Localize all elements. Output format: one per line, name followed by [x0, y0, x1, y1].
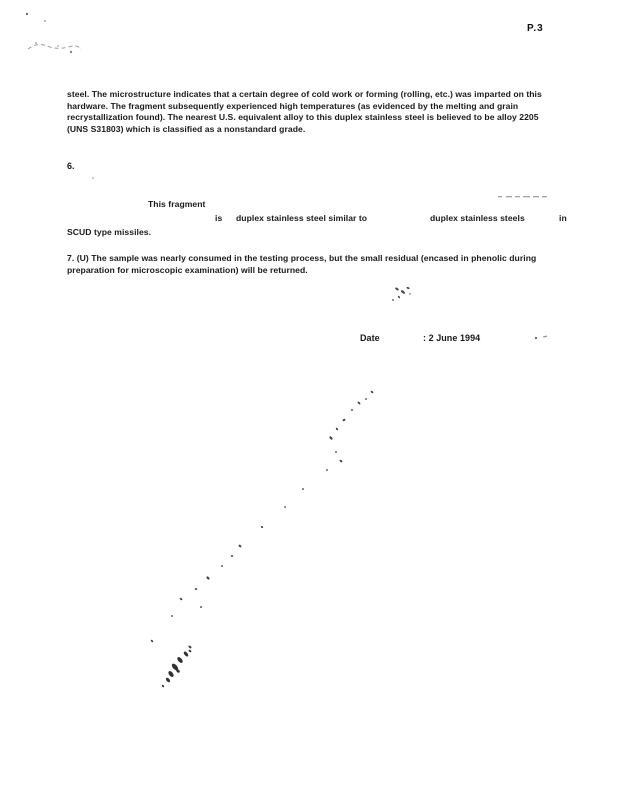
fragment-tail: SCUD type missiles.: [67, 227, 152, 237]
paragraph-7-line1: 7. (U) The sample was nearly consumed in the testing process, but the small residual (encased in phenolic during: [67, 253, 537, 263]
paragraph-steel-line3: recrystallization found). The nearest U.S. equivalent alloy to this duplex stainless steel is believed to be alloy 2205: [67, 112, 539, 122]
fragment-is: is: [215, 213, 223, 223]
paragraph-7-line2: preparation for microscopic examination) will be returned.: [67, 264, 308, 275]
paragraph-steel-line4: (UNS S31803) which is classified as a nonstandard grade.: [67, 123, 306, 134]
fragment-in: in: [559, 213, 567, 223]
item-6-number: 6.: [67, 161, 75, 171]
paragraph-steel-line2: hardware. The fragment subsequently experienced high temperatures (as evidenced by the melting and grain: [67, 100, 519, 111]
fragment-middle: duplex stainless steel similar to: [236, 213, 368, 223]
date-label: Date: [360, 333, 380, 343]
paragraph-steel-line1: steel. The microstructure indicates that a certain degree of cold work or forming (rolling, etc.) was imparted on this: [67, 89, 542, 99]
fragment-steels: duplex stainless steels: [430, 213, 525, 223]
fragment-intro: This fragment: [148, 199, 206, 209]
page-number: P.3: [527, 23, 544, 34]
date-value: : 2 June 1994: [423, 333, 481, 343]
